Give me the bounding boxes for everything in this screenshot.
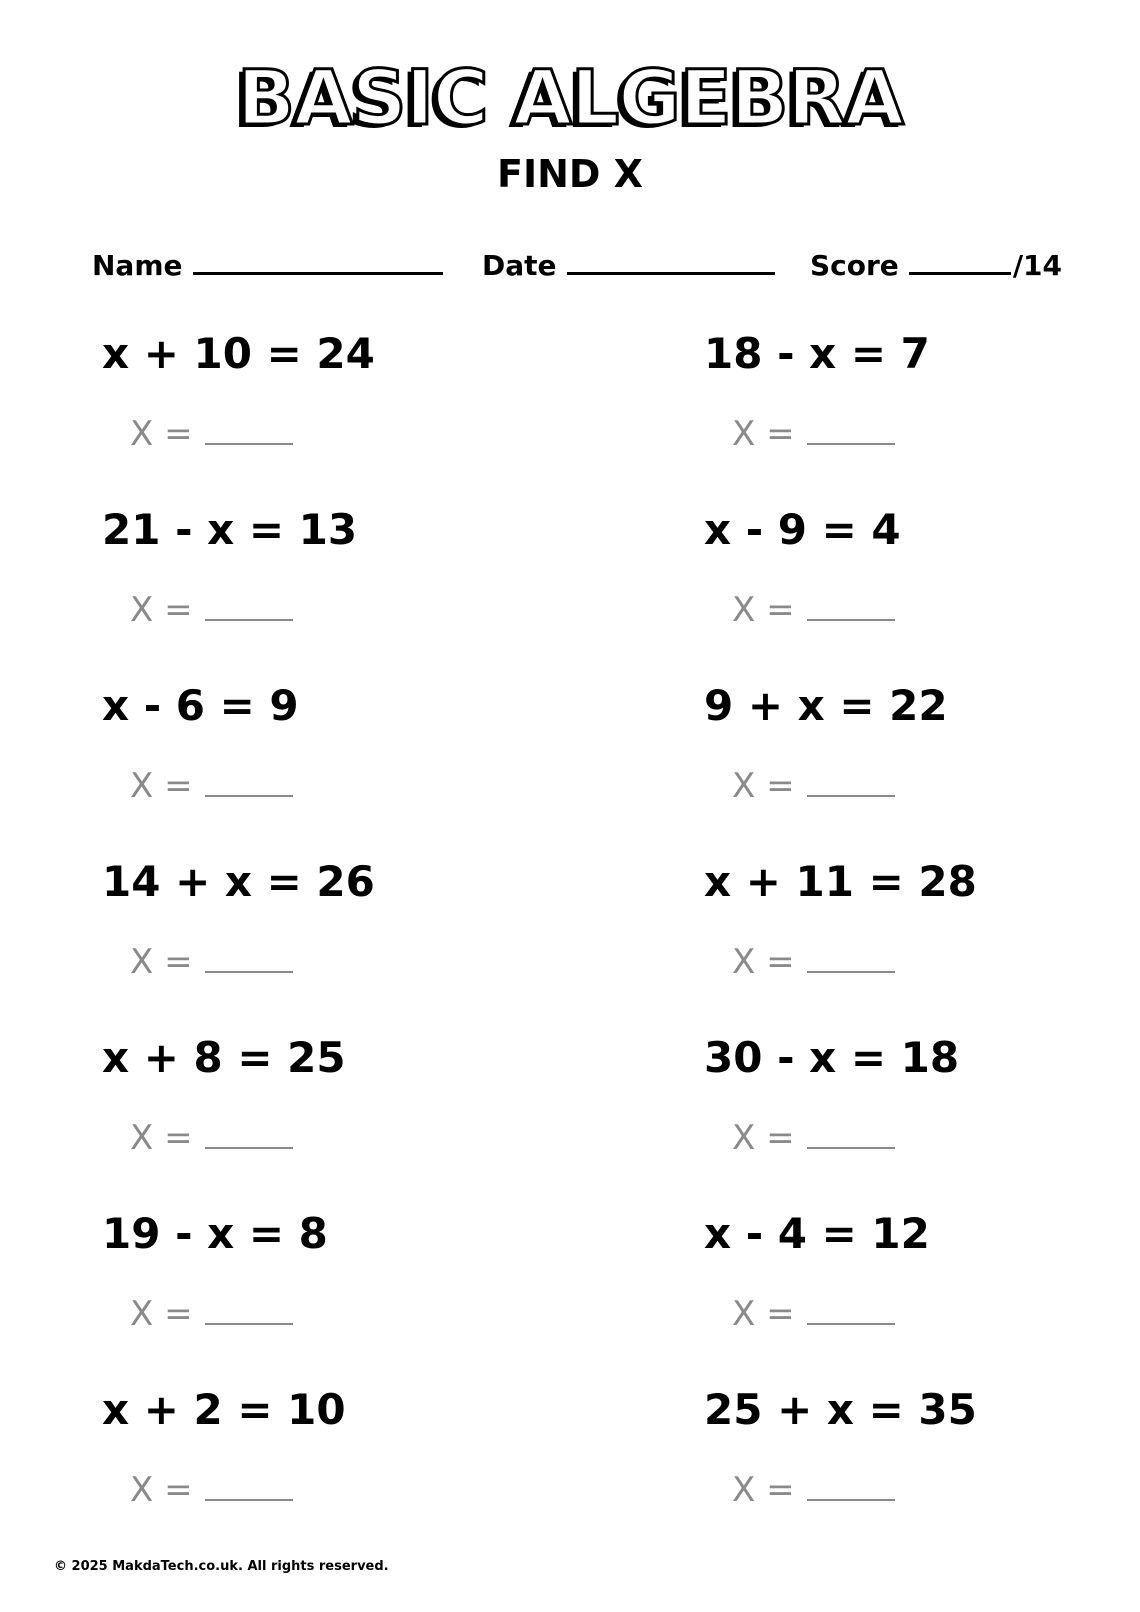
equation: x + 2 = 10 xyxy=(102,1385,346,1434)
problem-item xyxy=(102,1385,552,1529)
equation: x - 4 = 12 xyxy=(704,1209,930,1258)
problem-item xyxy=(102,857,552,1001)
equation: 25 + x = 35 xyxy=(704,1385,977,1434)
answer-blank[interactable] xyxy=(807,1469,895,1501)
answer-label: X = xyxy=(130,1470,193,1510)
problem-item xyxy=(102,1033,552,1177)
answer-row[interactable] xyxy=(732,765,895,806)
problem-item xyxy=(704,1209,1140,1353)
equation: 9 + x = 22 xyxy=(704,681,948,730)
name-line[interactable] xyxy=(193,250,443,275)
answer-label: X = xyxy=(130,766,193,806)
date-field[interactable] xyxy=(482,250,775,280)
problem-item xyxy=(704,857,1140,1001)
answer-label: X = xyxy=(732,942,795,982)
answer-label: X = xyxy=(732,1294,795,1334)
answer-blank[interactable] xyxy=(205,765,293,797)
score-line[interactable] xyxy=(909,250,1011,275)
equation: 21 - x = 13 xyxy=(102,505,358,554)
answer-row[interactable] xyxy=(130,1293,293,1334)
answer-label: X = xyxy=(130,942,193,982)
problem-item xyxy=(704,329,1140,473)
answer-row[interactable] xyxy=(732,1293,895,1334)
answer-blank[interactable] xyxy=(205,1293,293,1325)
name-field[interactable] xyxy=(92,250,443,280)
worksheet-subtitle: FIND X xyxy=(497,152,643,196)
answer-row[interactable] xyxy=(130,413,293,454)
answer-label: X = xyxy=(732,1470,795,1510)
answer-blank[interactable] xyxy=(807,765,895,797)
copyright-footer: © 2025 MakdaTech.co.uk. All rights reserved. xyxy=(54,1559,389,1574)
name-label: Name xyxy=(92,249,183,282)
answer-label: X = xyxy=(732,766,795,806)
answer-row[interactable] xyxy=(732,1117,895,1158)
problem-item xyxy=(102,505,552,649)
answer-row[interactable] xyxy=(130,1117,293,1158)
answer-blank[interactable] xyxy=(205,1469,293,1501)
equation: 14 + x = 26 xyxy=(102,857,375,906)
answer-blank[interactable] xyxy=(807,1117,895,1149)
answer-blank[interactable] xyxy=(807,1293,895,1325)
answer-label: X = xyxy=(732,590,795,630)
equation: 18 - x = 7 xyxy=(704,329,930,378)
answer-label: X = xyxy=(130,414,193,454)
answer-row[interactable] xyxy=(130,589,293,630)
answer-row[interactable] xyxy=(130,941,293,982)
problem-item xyxy=(704,681,1140,825)
equation: x + 10 = 24 xyxy=(102,329,375,378)
date-line[interactable] xyxy=(567,250,775,275)
answer-blank[interactable] xyxy=(205,589,293,621)
answer-label: X = xyxy=(732,414,795,454)
answer-label: X = xyxy=(130,1118,193,1158)
date-label: Date xyxy=(482,249,557,282)
answer-row[interactable] xyxy=(130,1469,293,1510)
equation: x + 8 = 25 xyxy=(102,1033,346,1082)
equation: x - 6 = 9 xyxy=(102,681,299,730)
answer-blank[interactable] xyxy=(205,941,293,973)
answer-row[interactable] xyxy=(732,413,895,454)
answer-row[interactable] xyxy=(732,941,895,982)
problem-item xyxy=(102,1209,552,1353)
answer-label: X = xyxy=(130,1294,193,1334)
equation: 19 - x = 8 xyxy=(102,1209,328,1258)
answer-row[interactable] xyxy=(732,1469,895,1510)
problem-item xyxy=(704,505,1140,649)
problem-item xyxy=(704,1385,1140,1529)
answer-blank[interactable] xyxy=(205,413,293,445)
worksheet-title: BASIC ALGEBRA xyxy=(237,53,903,142)
answer-label: X = xyxy=(732,1118,795,1158)
problem-item xyxy=(704,1033,1140,1177)
score-field[interactable] xyxy=(810,250,1062,280)
equation: 30 - x = 18 xyxy=(704,1033,960,1082)
answer-blank[interactable] xyxy=(205,1117,293,1149)
answer-row[interactable] xyxy=(130,765,293,806)
answer-blank[interactable] xyxy=(807,413,895,445)
equation: x + 11 = 28 xyxy=(704,857,977,906)
equation: x - 9 = 4 xyxy=(704,505,901,554)
answer-label: X = xyxy=(130,590,193,630)
problem-item xyxy=(102,329,552,473)
answer-blank[interactable] xyxy=(807,941,895,973)
answer-row[interactable] xyxy=(732,589,895,630)
score-label: Score xyxy=(810,249,899,282)
score-total: /14 xyxy=(1012,249,1063,282)
answer-blank[interactable] xyxy=(807,589,895,621)
problem-item xyxy=(102,681,552,825)
